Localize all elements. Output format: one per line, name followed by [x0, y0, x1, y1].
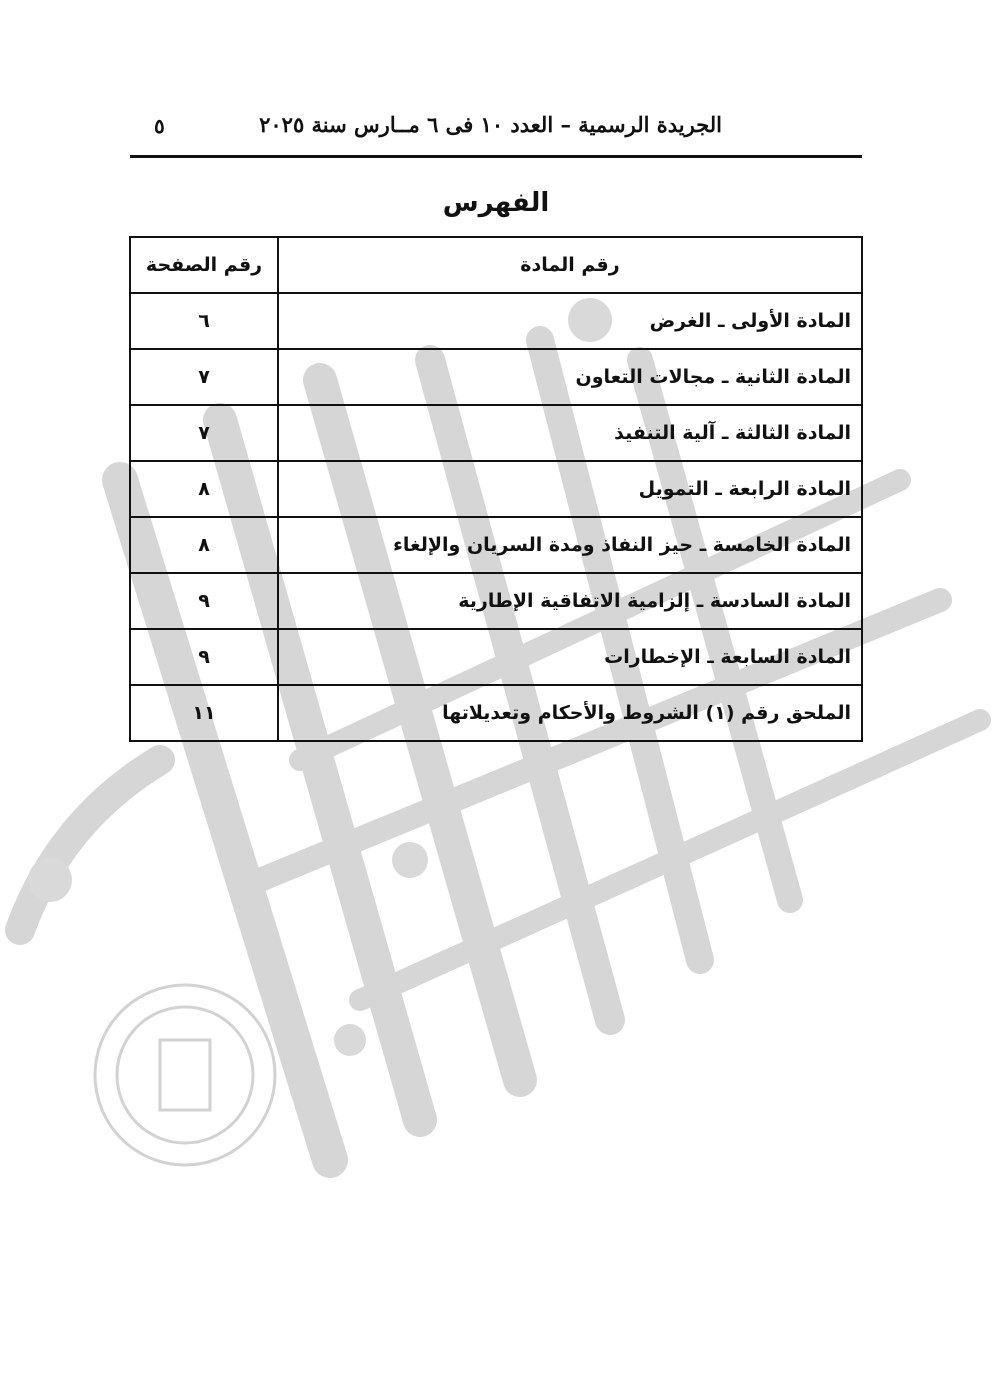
toc-item: المادة الثالثة ـ آلية التنفيذ — [278, 405, 862, 461]
toc-page: ٩ — [130, 573, 278, 629]
table-row — [130, 685, 862, 741]
table-row — [130, 349, 862, 405]
toc-item: المادة الخامسة ـ حيز النفاذ ومدة السريان والإلغاء — [278, 517, 862, 573]
toc-title: الفهرس — [442, 188, 550, 218]
toc-header-row — [130, 237, 862, 293]
toc-page: ٧ — [130, 405, 278, 461]
toc-page: ٩ — [130, 629, 278, 685]
toc-table — [129, 236, 863, 742]
gazette-header-title: الجريدة الرسمية – العدد ١٠ فى ٦ مــارس سنة ٢٠٢٥ — [259, 112, 722, 137]
toc-item: المادة الثانية ـ مجالات التعاون — [278, 349, 862, 405]
toc-item: الملحق رقم (١) الشروط والأحكام وتعديلاتها — [278, 685, 862, 741]
toc-page: ٧ — [130, 349, 278, 405]
toc-page: ٨ — [130, 517, 278, 573]
table-row — [130, 461, 862, 517]
table-row — [130, 573, 862, 629]
running-header — [130, 112, 862, 148]
column-header-page: رقم الصفحة — [130, 237, 278, 293]
toc-item: المادة الرابعة ـ التمويل — [278, 461, 862, 517]
table-row — [130, 517, 862, 573]
toc-item: المادة السادسة ـ إلزامية الاتفاقية الإطارية — [278, 573, 862, 629]
page-number: ٥ — [154, 114, 165, 138]
toc-item: المادة الأولى ـ الغرض — [278, 293, 862, 349]
table-row — [130, 629, 862, 685]
toc-item: المادة السابعة ـ الإخطارات — [278, 629, 862, 685]
toc-page: ٨ — [130, 461, 278, 517]
toc-page: ٦ — [130, 293, 278, 349]
column-header-item: رقم المادة — [278, 237, 862, 293]
header-divider — [130, 155, 862, 158]
table-row — [130, 293, 862, 349]
table-row — [130, 405, 862, 461]
toc-page: ١١ — [130, 685, 278, 741]
